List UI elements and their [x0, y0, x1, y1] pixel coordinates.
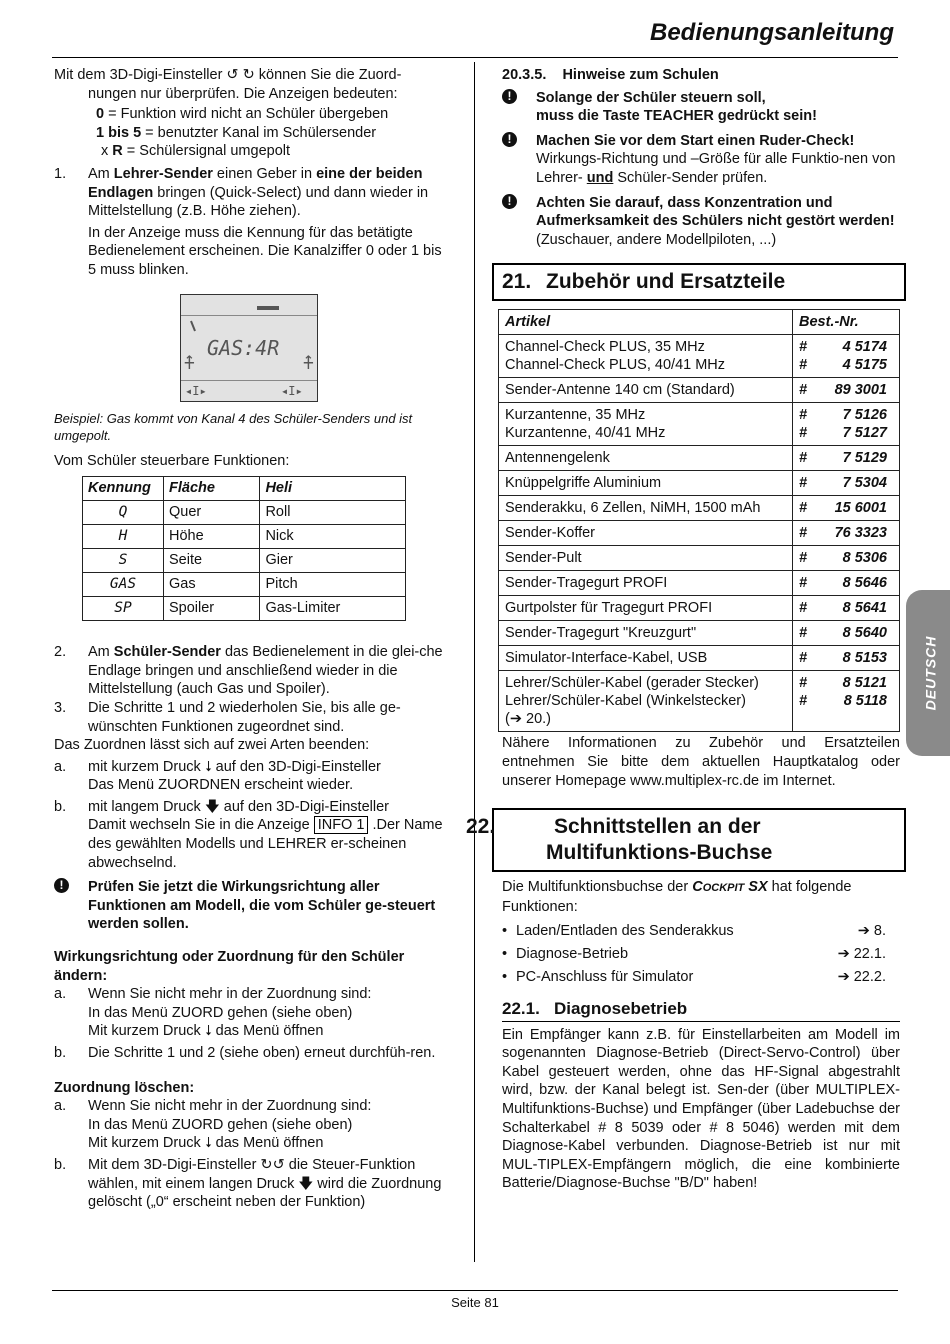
order-number-cell: # 7 5304: [793, 471, 900, 496]
intro-line-1: Mit dem 3D-Digi-Einsteller ↺ ↻ können Sie die Zuord-: [54, 67, 402, 83]
footer-rule: [52, 1290, 898, 1291]
training-note-3: ! Achten Sie darauf, dass Konzentration und Aufmerksamkeit des Schülers nicht gestört werden! (Zuschauer, andere Modellpiloten, ...): [502, 194, 900, 250]
order-number-cell: # 7 5129: [793, 446, 900, 471]
legend-item: x R = Schülersignal umgepolt: [101, 143, 291, 160]
end-option-a: a. mit kurzem Druck ⭣ auf den 3D-Digi-Einsteller Das Menü ZUORDNEN erscheint wieder.: [54, 758, 381, 794]
warning-icon: !: [502, 132, 517, 147]
delete-step-b: b. Mit dem 3D-Digi-Einsteller ↻↺ die Steuer-Funktion wählen, mit einem langen Druck 🡇 wird die Zuordnung gelöscht („0“ erscheint neben der Funktion): [54, 1156, 442, 1211]
table-header: Kennung: [83, 477, 164, 501]
display-legend: [54, 105, 448, 161]
order-number-cell: # 7 5126 # 7 5127: [793, 403, 900, 446]
article-cell: Channel-Check PLUS, 35 MHz Channel-Check PLUS, 40/41 MHz: [499, 335, 793, 378]
left-column: [54, 66, 448, 1212]
header-rule: [52, 57, 898, 58]
table-header: Heli: [260, 477, 406, 501]
section-22-heading: 22. Schnittstellen an der Multifunktions-Buchse: [492, 808, 906, 872]
article-cell: Gurtpolster für Tragegurt PROFI: [499, 596, 793, 621]
legend-item: 1 bis 5 = benutzter Kanal im Schülersender: [96, 124, 377, 141]
warning-icon: !: [502, 89, 517, 104]
end-intro: Das Zuordnen lässt sich auf zwei Arten beenden:: [54, 737, 370, 754]
parts-table: [498, 309, 900, 732]
article-cell: Simulator-Interface-Kabel, USB: [499, 646, 793, 671]
table-row: [499, 646, 900, 671]
list-item: • Diagnose-Betrieb ➔ 22.1.: [502, 945, 900, 964]
functions-intro: Vom Schüler steuerbare Funktionen:: [54, 452, 290, 469]
change-step-b: b. Die Schritte 1 und 2 (siehe oben) erneut durchfüh-ren.: [54, 1045, 436, 1061]
schulen-heading: 20.3.5. Hinweise zum Schulen: [502, 67, 719, 83]
order-number-cell: # 8 5153: [793, 646, 900, 671]
right-column: [466, 66, 900, 1193]
article-cell: Sender-Tragegurt "Kreuzgurt": [499, 621, 793, 646]
article-cell: Sender-Antenne 140 cm (Standard): [499, 378, 793, 403]
article-cell: Kurzantenne, 35 MHz Kurzantenne, 40/41 MHz: [499, 403, 793, 446]
order-number-cell: # 8 5641: [793, 596, 900, 621]
table-row: [499, 521, 900, 546]
table-row: GAS Gas Pitch: [83, 573, 406, 597]
step-3: 3. Die Schritte 1 und 2 wiederholen Sie, bis alle ge-wünschten Funktionen zugeordnet sind.: [54, 699, 401, 735]
function-table: [82, 476, 406, 621]
order-number-cell: # 8 5121 # 8 5118: [793, 671, 900, 732]
table-row: [499, 596, 900, 621]
table-header: Fläche: [164, 477, 260, 501]
article-cell: Sender-Pult: [499, 546, 793, 571]
parts-note: Nähere Informationen zu Zubehör und Ersatzteilen entnehmen Sie bitte dem aktuellen Hauptkatalog oder unserer Homepage www.multiplex-rc.de im Internet.: [502, 735, 900, 789]
section-21-heading: 21. Zubehör und Ersatzteile: [492, 263, 906, 301]
warning-icon: !: [54, 878, 69, 893]
order-number-cell: # 89 3001: [793, 378, 900, 403]
article-cell: Knüppelgriffe Aluminium: [499, 471, 793, 496]
table-row: H Höhe Nick: [83, 525, 406, 549]
table-row: [499, 335, 900, 378]
delete-step-a: a. Wenn Sie nicht mehr in der Zuordnung sind: In das Menü ZUORD gehen (siehe oben) Mit kurzem Druck ⭣ das Menü öffnen: [54, 1098, 372, 1152]
table-row: [499, 403, 900, 446]
table-row: [499, 571, 900, 596]
step-2: 2. Am Schüler-Sender das Bedienelement in die glei-che Endlage bringen und anschließend wieder in die Mittelstellung (auch Gas und Spoiler).: [54, 644, 443, 698]
table-row: [499, 446, 900, 471]
legend-item: 0 = Funktion wird nicht an Schüler übergeben: [96, 106, 389, 123]
list-item: • PC-Anschluss für Simulator ➔ 22.2.: [502, 968, 900, 987]
end-option-b: b. mit langem Druck 🡇 auf den 3D-Digi-Einsteller Damit wechseln Sie in die Anzeige INFO 1 .Der Name des gewählten Modells und LEHRER er-scheinen abwechselnd.: [54, 798, 443, 871]
order-number-cell: # 8 5306: [793, 546, 900, 571]
intro-line-2: nungen nur überprüfen. Die Anzeigen bedeuten:: [88, 85, 398, 102]
table-row: SP Spoiler Gas-Limiter: [83, 597, 406, 621]
list-item: • Laden/Entladen des Senderakkus ➔ 8.: [502, 922, 900, 941]
change-heading: Wirkungsrichtung oder Zuordnung für den Schüler ändern:: [54, 949, 405, 984]
column-divider: [474, 62, 475, 1262]
lcd-display-example: [180, 294, 318, 402]
table-row: [499, 621, 900, 646]
change-step-a: a. Wenn Sie nicht mehr in der Zuordnung sind: In das Menü ZUORD gehen (siehe oben) Mit kurzem Druck ⭣ das Menü öffnen: [54, 986, 372, 1040]
page-header-title: Bedienungsanleitung: [649, 19, 894, 46]
svg-text:⍏: ⍏: [303, 352, 314, 374]
step-1: 1. Am Lehrer-Sender einen Geber in eine der beiden Endlagen bringen (Quick-Select) und dann wieder in Mittelstellung (z.B. Höhe ziehen). In der Anzeige muss die Kennung für das betätigte Bedienelement erscheinen. Die Kanalziffer 0 oder 1 bis 5 muss blinken.: [54, 165, 442, 278]
training-note-2: ! Machen Sie vor dem Start einen Ruder-Check! Wirkungs-Richtung und –Größe für alle Funktio-nen von Lehrer- und Schüler-Sender prüfen.: [502, 132, 900, 188]
table-row: Q Quer Roll: [83, 501, 406, 525]
function-list: [502, 922, 900, 986]
order-number-cell: # 4 5174 # 4 5175: [793, 335, 900, 378]
svg-text:◂I▸: ◂I▸: [185, 383, 207, 398]
article-cell: Antennengelenk: [499, 446, 793, 471]
table-header: Best.-Nr.: [793, 310, 900, 335]
table-row: [499, 546, 900, 571]
article-cell: Senderakku, 6 Zellen, NiMH, 1500 mAh: [499, 496, 793, 521]
language-tab[interactable]: [906, 590, 950, 756]
table-row: [499, 471, 900, 496]
table-row: [499, 378, 900, 403]
svg-text:◂I▸: ◂I▸: [281, 383, 303, 398]
article-cell: Sender-Tragegurt PROFI: [499, 571, 793, 596]
section-22-intro: Die Multifunktionsbuchse der COCKPIT SX hat folgende Funktionen:: [502, 879, 852, 915]
order-number-cell: # 76 3323: [793, 521, 900, 546]
language-tab-label: DEUTSCH: [922, 635, 939, 711]
order-number-cell: # 15 6001: [793, 496, 900, 521]
article-cell: Sender-Koffer: [499, 521, 793, 546]
order-number-cell: # 8 5640: [793, 621, 900, 646]
section-22-1-heading: 22.1. Diagnosebetrieb: [502, 1000, 900, 1022]
warning-note: ! Prüfen Sie jetzt die Wirkungsrichtung aller Funktionen am Modell, die vom Schüler ge-steuert werden sollen.: [54, 878, 448, 934]
diagnose-text: Ein Empfänger kann z.B. für Einstellarbeiten am Modell im sogenannten Diagnose-Betrieb (Direct-Servo-Control) über Kabel gesteuert werden, ohne das HF-Signal abgestrahlt wird, bzw. der Kanal belegt ist. Sen-der (über MULTIPLEX-Multifunktions-Buchse) und Empfänger (über Ladebuchse der Schalterkabel # 8 5039 oder # 8 5046) werden mit dem Diagnose-Kabel verbunden. Diagnose-Betrieb ist nur mit MUL-TIPLEX-Empfängern möglich, die eine kombinierte Batterie/Diagnose-Buchse "B/D" haben!: [502, 1026, 900, 1192]
delete-heading: Zuordnung löschen:: [54, 1079, 195, 1096]
article-cell: Lehrer/Schüler-Kabel (gerader Stecker) Lehrer/Schüler-Kabel (Winkelstecker) (➔ 20.): [499, 671, 793, 732]
table-header: Artikel: [499, 310, 793, 335]
svg-text:⍏: ⍏: [184, 352, 195, 374]
table-row: [499, 671, 900, 732]
warning-icon: !: [502, 194, 517, 209]
table-row: S Seite Gier: [83, 549, 406, 573]
order-number-cell: # 8 5646: [793, 571, 900, 596]
lcd-caption: Beispiel: Gas kommt von Kanal 4 des Schüler-Senders und ist umgepolt.: [54, 410, 413, 443]
lcd-text: GAS:4R: [207, 335, 280, 360]
page-number: Seite 81: [451, 1295, 499, 1310]
table-row: [499, 496, 900, 521]
info-1-display: INFO 1: [314, 816, 369, 834]
training-note-1: ! Solange der Schüler steuern soll, muss die Taste TEACHER gedrückt sein!: [502, 89, 900, 126]
